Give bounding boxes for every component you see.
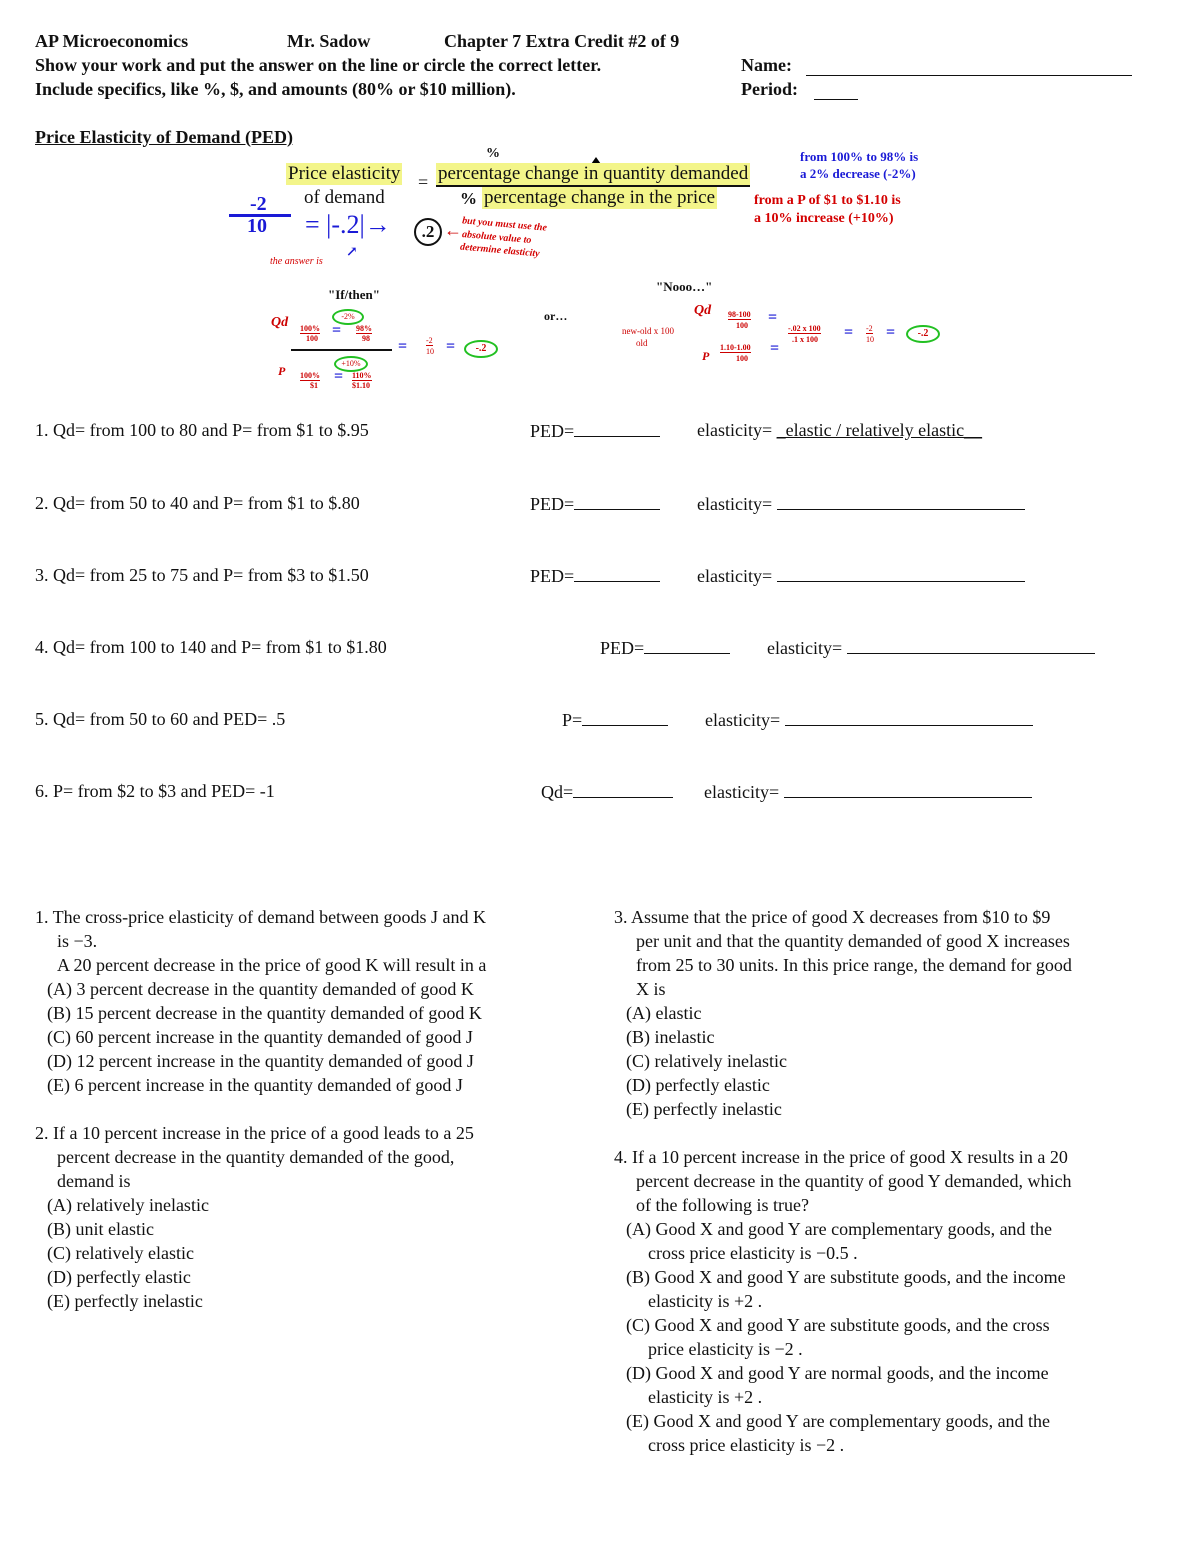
- nooo-frac-num: -2: [866, 324, 873, 333]
- abs-note-1: but you must use the: [461, 215, 548, 234]
- absolute-value: = |-.2|→: [305, 210, 391, 239]
- ifthen-result-circle: -.2: [464, 340, 498, 358]
- mc-4-option-line: (D) Good X and good Y are normal goods, and the income: [626, 1363, 1049, 1383]
- mc-3-stem-line: X is: [636, 979, 666, 999]
- nooo-formula-den: old: [636, 338, 648, 348]
- formula-denominator: percentage change in the price: [484, 187, 716, 208]
- mc-2-stem-line: 2. If a 10 percent increase in the price of a good leads to a 25: [35, 1123, 474, 1143]
- problem-6-elasticity-field[interactable]: [784, 781, 1032, 798]
- ifthen-qd-eq: =: [332, 322, 342, 339]
- nooo-eq-3: =: [886, 324, 896, 341]
- arrow-left-icon: ←: [444, 220, 462, 240]
- ifthen-label: "If/then": [328, 287, 380, 302]
- mc-4-stem-line: 4. If a 10 percent increase in the price of good X results in a 20: [614, 1147, 1068, 1167]
- mc-2-stem-line: demand is: [57, 1171, 131, 1191]
- mc-2-option-b[interactable]: (B) unit elastic: [47, 1219, 154, 1239]
- problem-5-text: 5. Qd= from 50 to 60 and PED= .5: [35, 709, 286, 729]
- nooo-frac-den: 10: [866, 335, 874, 344]
- problem-6-elasticity-label: elasticity=: [704, 781, 1032, 803]
- ifthen-qd-label: Qd: [271, 315, 289, 330]
- note-qty-2: a 2% decrease (-2%): [800, 166, 916, 181]
- ifthen-p-r-bot: $1.10: [352, 381, 370, 390]
- ifthen-p-eq: =: [334, 368, 344, 385]
- formula-denominator-pct: %: [460, 189, 477, 208]
- ifthen-qd-top: 100%: [300, 324, 320, 333]
- nooo-label: "Nooo…": [656, 279, 713, 294]
- ifthen-p-bot: $1: [310, 381, 318, 390]
- teacher-name: Mr. Sadow: [287, 31, 371, 51]
- period-label: Period:: [741, 79, 798, 99]
- mc-4-option-line: cross price elasticity is −0.5 .: [648, 1243, 858, 1263]
- nooo-qd-label: Qd: [694, 303, 712, 318]
- mc-4-option-line: (C) Good X and good Y are substitute goods, and the cross: [626, 1315, 1050, 1335]
- mc-1-option-c[interactable]: (C) 60 percent increase in the quantity demanded of good J: [47, 1027, 473, 1047]
- mc-4-option-a[interactable]: [614, 1217, 1184, 1265]
- mc-2-option-a[interactable]: (A) relatively inelastic: [47, 1195, 209, 1215]
- mc-left-column: [35, 905, 595, 1313]
- mc-4-option-line: (E) Good X and good Y are complementary goods, and the: [626, 1411, 1051, 1431]
- circled-answer: .2: [414, 218, 442, 246]
- mc-4-option-c[interactable]: [614, 1313, 1184, 1361]
- mc-2-option-d[interactable]: (D) perfectly elastic: [47, 1267, 191, 1287]
- mc-4-option-line: (A) Good X and good Y are complementary goods, and the: [626, 1219, 1053, 1239]
- instruction-line-2: Include specifics, like %, $, and amounts (80% or $10 million).: [35, 79, 516, 99]
- formula-numerator: percentage change in quantity demanded: [436, 163, 750, 187]
- problem-1-elasticity-label: elasticity= _elastic / relatively elastic__: [697, 420, 983, 440]
- problem-2-text: 2. Qd= from 50 to 40 and P= from $1 to $.80: [35, 493, 360, 513]
- mc-2-stem-line: percent decrease in the quantity demanded of the good,: [57, 1147, 455, 1167]
- mc-4-option-e[interactable]: [614, 1409, 1184, 1457]
- ifthen-p-circle: +10%: [334, 356, 368, 372]
- abs-note-3: determine elasticity: [459, 241, 541, 260]
- mc-4-option-line: elasticity is +2 .: [648, 1291, 763, 1311]
- note-price-2: a 10% increase (+10%): [754, 211, 894, 226]
- nooo-result-circle: -.2: [906, 325, 940, 343]
- mc-2-option-e[interactable]: (E) perfectly inelastic: [47, 1291, 203, 1311]
- note-price: from a P of $1 to $1.10 is: [754, 193, 901, 208]
- ifthen-p-r-top: 110%: [352, 371, 372, 380]
- fraction-denominator: 10: [247, 215, 267, 237]
- nooo-mid-bot: .1 x 100: [792, 335, 818, 344]
- nooo-eq-2: =: [844, 324, 854, 341]
- note-qty: from 100% to 98% is: [800, 149, 919, 164]
- problem-1-elasticity-value[interactable]: _elastic / relatively elastic__: [776, 420, 983, 440]
- mc-4-option-line: (B) Good X and good Y are substitute goods, and the income: [626, 1267, 1066, 1287]
- problem-5-p-field[interactable]: [582, 709, 668, 726]
- nooo-formula: new-old x 100: [622, 326, 674, 336]
- mc-question-2: [35, 1121, 595, 1313]
- mc-4-option-line: cross price elasticity is −2 .: [648, 1435, 845, 1455]
- problem-4-text: 4. Qd= from 100 to 140 and P= from $1 to $1.80: [35, 637, 387, 657]
- name-field[interactable]: [806, 58, 1132, 76]
- ifthen-fraction-bar: [291, 349, 392, 351]
- nooo-p-bot: 100: [736, 354, 748, 363]
- ifthen-equals: =: [398, 338, 408, 355]
- problem-5-elasticity-label: elasticity=: [705, 709, 1033, 731]
- nooo-p-label: P: [702, 349, 710, 363]
- ifthen-qd-r-bot: 98: [362, 334, 370, 343]
- problem-5-elasticity-field[interactable]: [785, 709, 1033, 726]
- nooo-qd-bot: 100: [736, 321, 748, 330]
- nooo-qd-eq: =: [768, 309, 778, 326]
- problem-4-elasticity-label: elasticity=: [767, 637, 1095, 659]
- mc-3-option-e[interactable]: (E) perfectly inelastic: [626, 1099, 782, 1119]
- ifthen-frac-den: 10: [426, 347, 434, 356]
- mc-question-3: [614, 905, 1184, 1121]
- mc-3-option-d[interactable]: (D) perfectly elastic: [626, 1075, 770, 1095]
- mc-1-stem-line: is −3.: [57, 931, 98, 951]
- fraction-numerator: -2: [250, 193, 267, 215]
- course-title: AP Microeconomics: [35, 31, 189, 51]
- mc-1-stem-line: 1. The cross-price elasticity of demand between goods J and K: [35, 907, 487, 927]
- ifthen-qd-circle: -2%: [332, 309, 364, 325]
- mc-4-option-b[interactable]: [614, 1265, 1184, 1313]
- problem-3-ped-field[interactable]: [574, 565, 660, 582]
- mc-right-column: [614, 905, 1184, 1457]
- mc-1-option-a[interactable]: (A) 3 percent decrease in the quantity demanded of good K: [47, 979, 474, 999]
- mc-4-stem-line: percent decrease in the quantity of good Y demanded, which: [636, 1171, 1072, 1191]
- mc-3-stem-line: per unit and that the quantity demanded of good X increases: [636, 931, 1070, 951]
- arrow-up-icon: ↗: [346, 245, 358, 260]
- mc-3-option-a[interactable]: (A) elastic: [626, 1003, 702, 1023]
- period-field[interactable]: [814, 82, 858, 100]
- mc-3-option-b[interactable]: (B) inelastic: [626, 1027, 715, 1047]
- mc-4-option-line: price elasticity is −2 .: [648, 1339, 803, 1359]
- problem-1-ped-field[interactable]: [574, 420, 660, 437]
- nooo-qd-top: 98-100: [728, 310, 751, 319]
- problem-3-elasticity-label: elasticity=: [697, 565, 1025, 587]
- assignment-title: Chapter 7 Extra Credit #2 of 9: [444, 31, 680, 51]
- nooo-mid-top: -.02 x 100: [788, 324, 821, 333]
- problem-4-ped-label: PED=: [600, 637, 730, 659]
- ifthen-qd-r-top: 98%: [356, 324, 372, 333]
- problem-6-qd-field[interactable]: [573, 781, 673, 798]
- or-label: or…: [544, 309, 568, 323]
- mc-1-option-b[interactable]: (B) 15 percent decrease in the quantity demanded of good K: [47, 1003, 482, 1023]
- problem-3-text: 3. Qd= from 25 to 75 and P= from $3 to $1.50: [35, 565, 369, 585]
- nooo-p-eq: =: [770, 340, 780, 357]
- problem-4-ped-field[interactable]: [644, 637, 730, 654]
- ifthen-p-top: 100%: [300, 371, 320, 380]
- formula-left-1: Price elasticity: [288, 163, 401, 184]
- mc-2-option-c[interactable]: (C) relatively elastic: [47, 1243, 194, 1263]
- problem-3-ped-label: PED=: [530, 565, 660, 587]
- mc-4-option-line: elasticity is +2 .: [648, 1387, 763, 1407]
- name-label: Name:: [741, 55, 792, 75]
- ifthen-p-label: P: [278, 364, 286, 378]
- mc-question-4: [614, 1145, 1184, 1457]
- problem-1-text: 1. Qd= from 100 to 80 and P= from $1 to $.95: [35, 420, 369, 440]
- mc-1-stem-line: A 20 percent decrease in the price of good K will result in a: [57, 955, 487, 975]
- mc-1-option-d[interactable]: (D) 12 percent increase in the quantity demanded of good J: [47, 1051, 474, 1071]
- mc-3-option-c[interactable]: (C) relatively inelastic: [626, 1051, 787, 1071]
- mc-1-option-e[interactable]: (E) 6 percent increase in the quantity demanded of good J: [47, 1075, 463, 1095]
- instruction-line-1: Show your work and put the answer on the line or circle the correct letter.: [35, 55, 602, 75]
- problem-2-ped-label: PED=: [530, 493, 660, 515]
- problem-3-elasticity-field[interactable]: [777, 565, 1025, 582]
- formula-equals: =: [418, 172, 429, 192]
- mc-3-stem-line: from 25 to 30 units. In this price range, the demand for good: [636, 955, 1072, 975]
- answer-is-note: the answer is: [270, 256, 323, 267]
- mc-3-stem-line: 3. Assume that the price of good X decreases from $10 to $9: [614, 907, 1051, 927]
- problem-2-ped-field[interactable]: [574, 493, 660, 510]
- pct-sign: %: [486, 146, 500, 161]
- mc-question-1: [35, 905, 595, 1097]
- problem-5-p-label: P=: [562, 709, 668, 731]
- ifthen-frac-num: -2: [426, 336, 433, 345]
- problem-4-elasticity-field[interactable]: [847, 637, 1095, 654]
- ifthen-equals-2: =: [446, 338, 456, 355]
- ifthen-qd-bot: 100: [306, 334, 318, 343]
- mc-4-stem-line: of the following is true?: [636, 1195, 809, 1215]
- problem-1-ped-label: PED=: [530, 420, 660, 442]
- nooo-p-top: 1.10-1.00: [720, 343, 751, 352]
- problem-2-elasticity-label: elasticity=: [697, 493, 1025, 515]
- section-title: Price Elasticity of Demand (PED): [35, 127, 293, 147]
- abs-note-2: absolute value to: [461, 228, 532, 247]
- problem-2-elasticity-field[interactable]: [777, 493, 1025, 510]
- formula-left-2: of demand: [304, 187, 385, 208]
- problem-6-text: 6. P= from $2 to $3 and PED= -1: [35, 781, 275, 801]
- problem-6-qd-label: Qd=: [541, 781, 673, 803]
- mc-4-option-d[interactable]: [614, 1361, 1184, 1409]
